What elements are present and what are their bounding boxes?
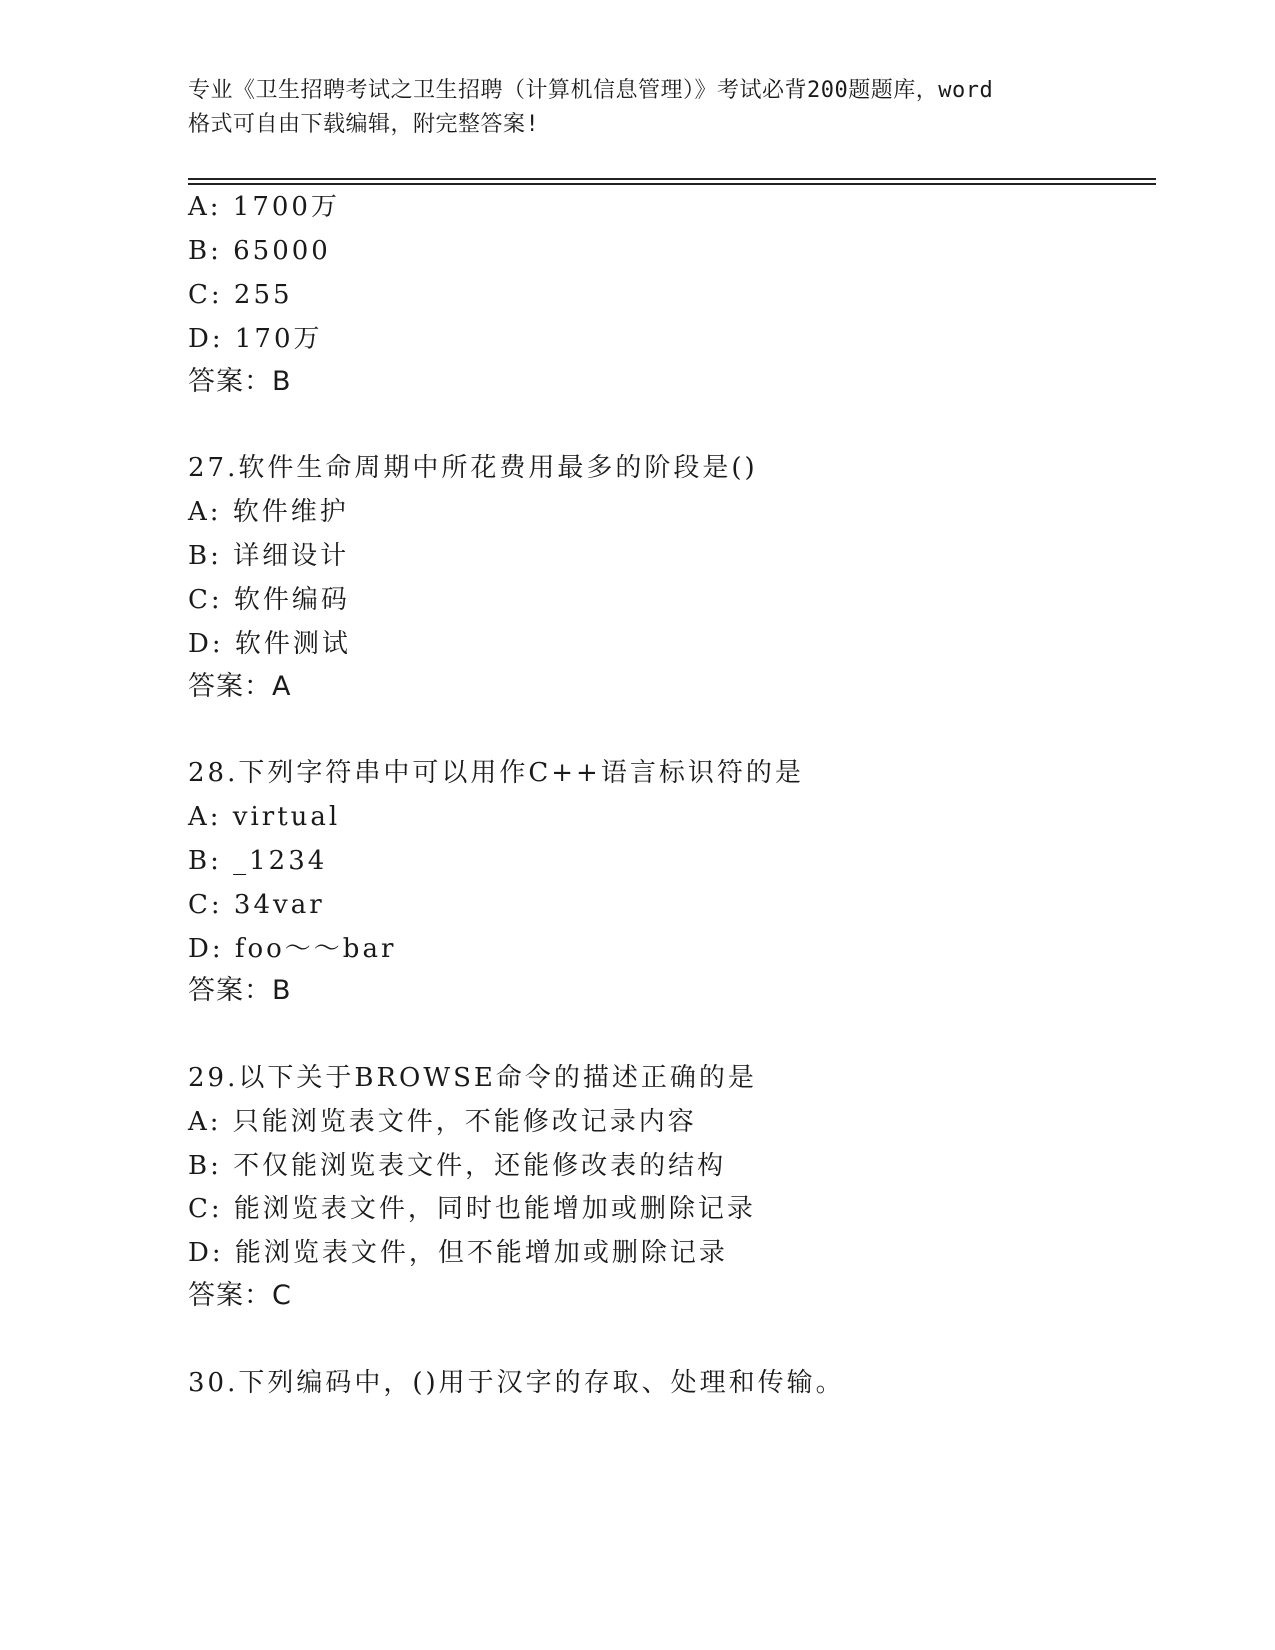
question-28-option-d: D: foo～～bar (188, 934, 397, 964)
question-29-option-b: B: 不仅能浏览表文件，还能修改表的结构 (188, 1151, 727, 1181)
question-27-option-c: C: 软件编码 (188, 585, 350, 615)
prev-option-d: D: 170万 (188, 324, 323, 354)
question-28-option-a: A: virtual (188, 802, 341, 832)
question-29-answer: 答案：C (188, 1280, 292, 1311)
header-title-line-2: 格式可自由下载编辑，附完整答案! (188, 112, 540, 137)
question-27-option-d: D: 软件测试 (188, 629, 351, 659)
question-28-option-c: C: 34var (188, 890, 325, 920)
prev-option-c: C: 255 (188, 280, 293, 310)
question-28-answer: 答案：B (188, 975, 292, 1006)
question-29-stem: 29.以下关于BROWSE命令的描述正确的是 (188, 1063, 757, 1093)
question-28-stem: 28.下列字符串中可以用作C++语言标识符的是 (188, 758, 804, 788)
prev-option-a: A: 1700万 (188, 192, 340, 222)
prev-option-b: B: 65000 (188, 236, 331, 266)
question-28-option-b: B: _1234 (188, 846, 328, 876)
question-27-answer: 答案：A (188, 671, 292, 702)
document-header (188, 74, 1088, 142)
question-29-option-d: D: 能浏览表文件，但不能增加或删除记录 (188, 1238, 728, 1268)
question-29-option-a: A: 只能浏览表文件，不能修改记录内容 (188, 1107, 697, 1137)
question-30-stem: 30.下列编码中，()用于汉字的存取、处理和传输。 (188, 1368, 845, 1398)
prev-answer: 答案：B (188, 366, 292, 397)
question-27-option-a: A: 软件维护 (188, 497, 349, 527)
question-29-option-c: C: 能浏览表文件，同时也能增加或删除记录 (188, 1194, 756, 1224)
header-divider-top (188, 178, 1156, 180)
header-divider-bottom (188, 183, 1156, 185)
question-27-option-b: B: 详细设计 (188, 541, 350, 571)
header-title-line-1: 专业《卫生招聘考试之卫生招聘（计算机信息管理）》考试必背200题题库，word (188, 78, 994, 103)
question-27-stem: 27.软件生命周期中所花费用最多的阶段是() (188, 453, 758, 483)
